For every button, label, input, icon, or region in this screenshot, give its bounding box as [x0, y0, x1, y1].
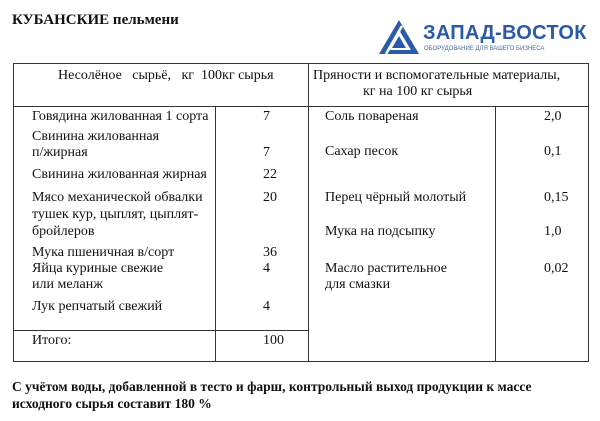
- raw-value: 4: [263, 261, 270, 276]
- spice-name: Сахар песок: [325, 144, 399, 159]
- spice-name: Соль повареная: [325, 109, 419, 124]
- raw-name: Яйца куриные свежие: [32, 261, 164, 276]
- raw-value: 20: [263, 190, 277, 205]
- spice-name: Мука на подсыпку: [325, 224, 436, 239]
- spices-header-line2: кг на 100 кг сырья: [363, 84, 473, 99]
- yield-note-line2: исходного сырья составит 180 %: [12, 396, 212, 411]
- spice-name: Перец чёрный молотый: [325, 190, 467, 205]
- spice-value: 0,1: [544, 144, 562, 159]
- spice-value: 2,0: [544, 109, 562, 124]
- raw-value: 7: [263, 145, 270, 160]
- page-title: КУБАНСКИЕ пельмени: [12, 12, 179, 28]
- raw-name: или меланж: [32, 277, 103, 292]
- raw-name: п/жирная: [32, 145, 88, 160]
- spice-name: Масло растительное: [325, 261, 447, 276]
- yield-note-line1: С учётом воды, добавленной в тесто и фарш, контрольный выход продукции к массе: [12, 379, 532, 394]
- spices-header-line1: Пряности и вспомогательные материалы,: [313, 68, 561, 83]
- spice-value: 0,15: [544, 190, 569, 205]
- spice-name: для смазки: [325, 277, 391, 292]
- raw-name: бройлеров: [32, 224, 95, 239]
- raw-value: 4: [263, 299, 270, 314]
- raw-header: Несолёное сырьё, кг 100кг сырья: [58, 68, 274, 83]
- raw-name: Свинина жилованная: [32, 129, 160, 144]
- raw-name: тушек кур, цыплят, цыплят-: [32, 207, 199, 222]
- raw-value: 22: [263, 167, 277, 182]
- logo-triangle-icon: [378, 18, 420, 56]
- spice-value: 1,0: [544, 224, 562, 239]
- raw-value: 7: [263, 109, 270, 124]
- raw-name: Мясо механической обвалки: [32, 190, 203, 205]
- raw-value: 36: [263, 245, 277, 260]
- logo-tagline: ОБОРУДОВАНИЕ ДЛЯ ВАШЕГО БИЗНЕСА: [424, 46, 545, 52]
- raw-name: Свинина жилованная жирная: [32, 167, 207, 182]
- spice-value: 0,02: [544, 261, 569, 276]
- raw-name: Говядина жилованная 1 сорта: [32, 109, 209, 124]
- total-value: 100: [263, 333, 284, 348]
- raw-name: Мука пшеничная в/сорт: [32, 245, 175, 260]
- logo-name: ЗАПАД-ВОСТОК: [423, 22, 587, 44]
- total-label: Итого:: [32, 333, 72, 348]
- raw-name: Лук репчатый свежий: [32, 299, 163, 314]
